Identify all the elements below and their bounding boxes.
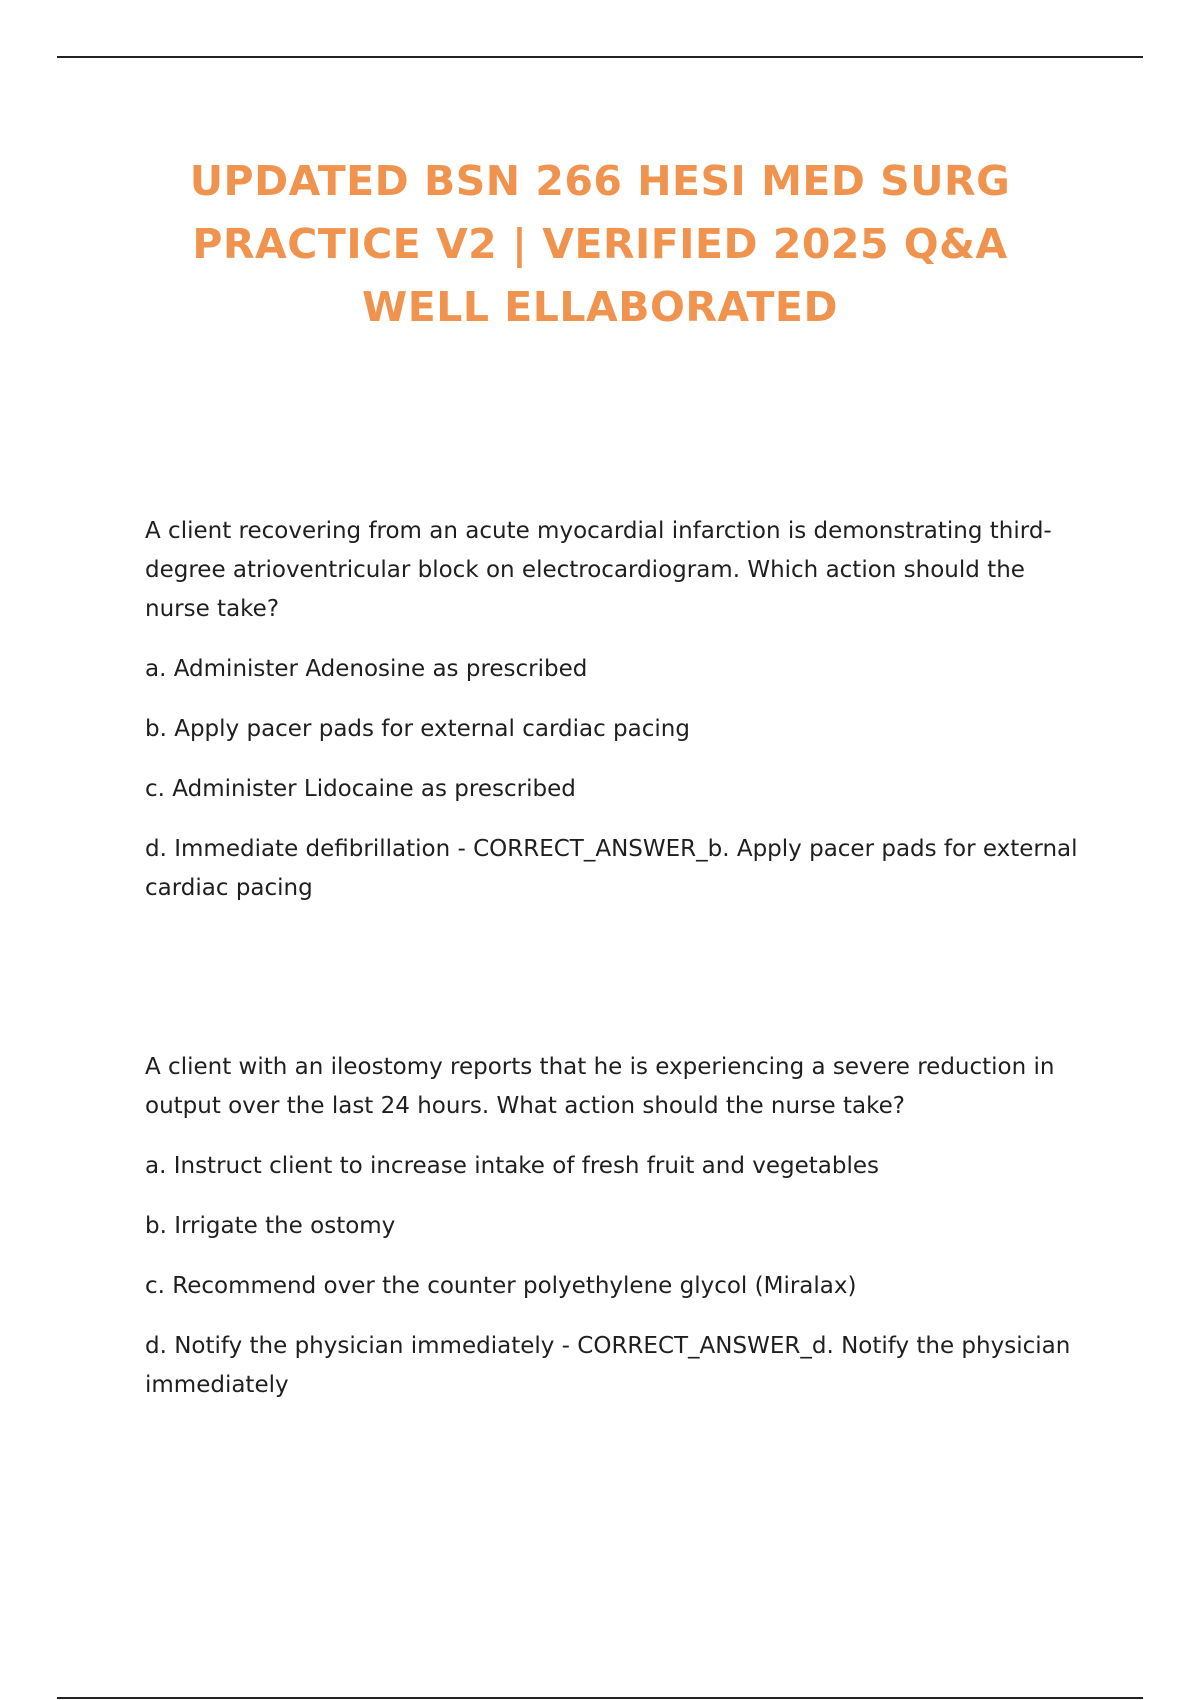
bottom-divider xyxy=(57,1697,1143,1699)
title-line-3: WELL ELLABORATED xyxy=(362,283,838,331)
question-2-stem-line: output over the last 24 hours. What action should the nurse take? xyxy=(145,1093,905,1119)
question-2-answer-line: immediately xyxy=(145,1372,289,1398)
question-1-option-d-with-answer xyxy=(145,830,1085,908)
question-1-stem-line: nurse take? xyxy=(145,596,280,622)
question-1-answer-line: d. Immediate defibrillation - CORRECT_ANSWER_b. Apply pacer pads for external xyxy=(145,836,1078,862)
question-1 xyxy=(145,512,1085,908)
question-1-option-c: c. Administer Lidocaine as prescribed xyxy=(145,776,576,802)
question-1-option-b: b. Apply pacer pads for external cardiac pacing xyxy=(145,716,690,742)
question-2-stem-line: A client with an ileostomy reports that he is experiencing a severe reduction in xyxy=(145,1054,1055,1080)
question-2-option-b: b. Irrigate the ostomy xyxy=(145,1213,396,1239)
question-1-answer-line: cardiac pacing xyxy=(145,875,313,901)
question-2-option-c: c. Recommend over the counter polyethylene glycol (Miralax) xyxy=(145,1273,857,1299)
document-title xyxy=(100,150,1100,339)
top-divider xyxy=(57,56,1143,58)
question-1-stem-line: degree atrioventricular block on electrocardiogram. Which action should the xyxy=(145,557,1025,583)
question-2-stem xyxy=(145,1048,1085,1126)
question-2-option-a: a. Instruct client to increase intake of fresh fruit and vegetables xyxy=(145,1153,879,1179)
title-line-1: UPDATED BSN 266 HESI MED SURG xyxy=(189,157,1011,205)
question-2-option-d-with-answer xyxy=(145,1327,1085,1405)
question-2-answer-line: d. Notify the physician immediately - CORRECT_ANSWER_d. Notify the physician xyxy=(145,1333,1071,1359)
question-1-stem-line: A client recovering from an acute myocardial infarction is demonstrating third- xyxy=(145,518,1052,544)
title-line-2: PRACTICE V2 | VERIFIED 2025 Q&A xyxy=(192,220,1008,268)
question-1-stem xyxy=(145,512,1085,629)
question-1-option-a: a. Administer Adenosine as prescribed xyxy=(145,656,588,682)
question-2 xyxy=(145,1048,1085,1405)
